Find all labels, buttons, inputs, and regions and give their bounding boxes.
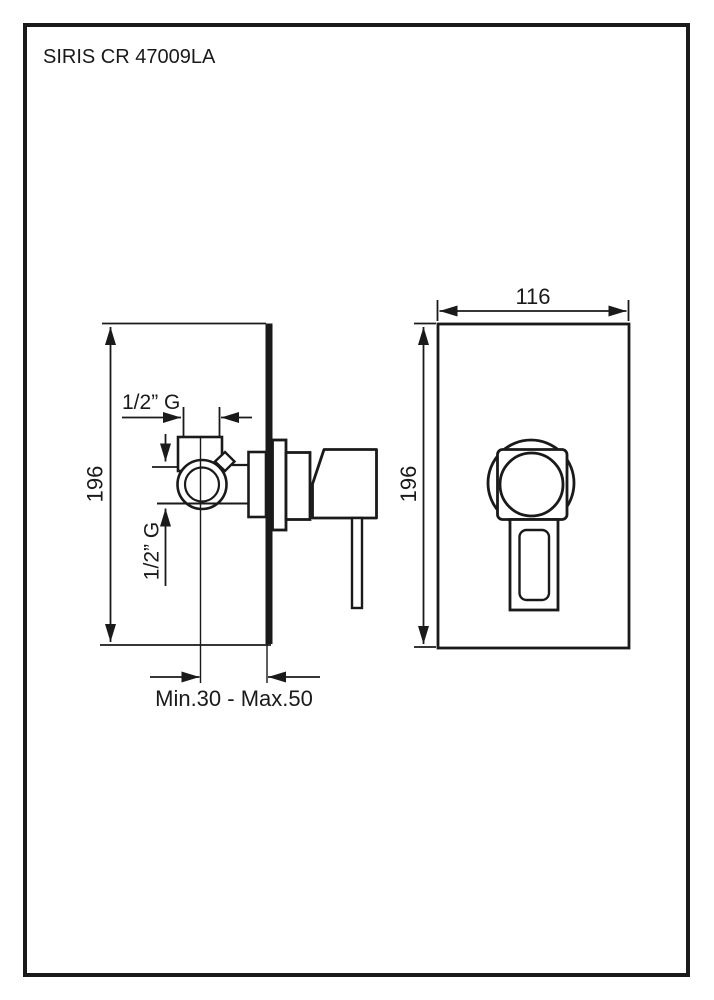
front-height-dimension-label: 196 <box>396 465 421 503</box>
handle-base-side <box>286 453 310 520</box>
lever-rod-side <box>352 518 362 608</box>
handle-boss-circle <box>500 453 563 516</box>
lever-front-outer <box>510 520 558 611</box>
side-view <box>83 324 377 712</box>
side-thread-label: 1/2” G <box>140 521 164 581</box>
width-dimension-label: 116 <box>515 284 551 309</box>
escutcheon-flange-side <box>273 440 287 530</box>
top-thread-label: 1/2” G <box>122 391 181 414</box>
cartridge-housing <box>249 452 267 517</box>
front-view <box>396 284 629 648</box>
lever-body-side <box>313 450 377 519</box>
depth-range-label: Min.30 - Max.50 <box>155 686 313 711</box>
height-dimension-label: 196 <box>82 465 108 503</box>
model-code-label: SIRIS CR 47009LA <box>43 46 216 68</box>
